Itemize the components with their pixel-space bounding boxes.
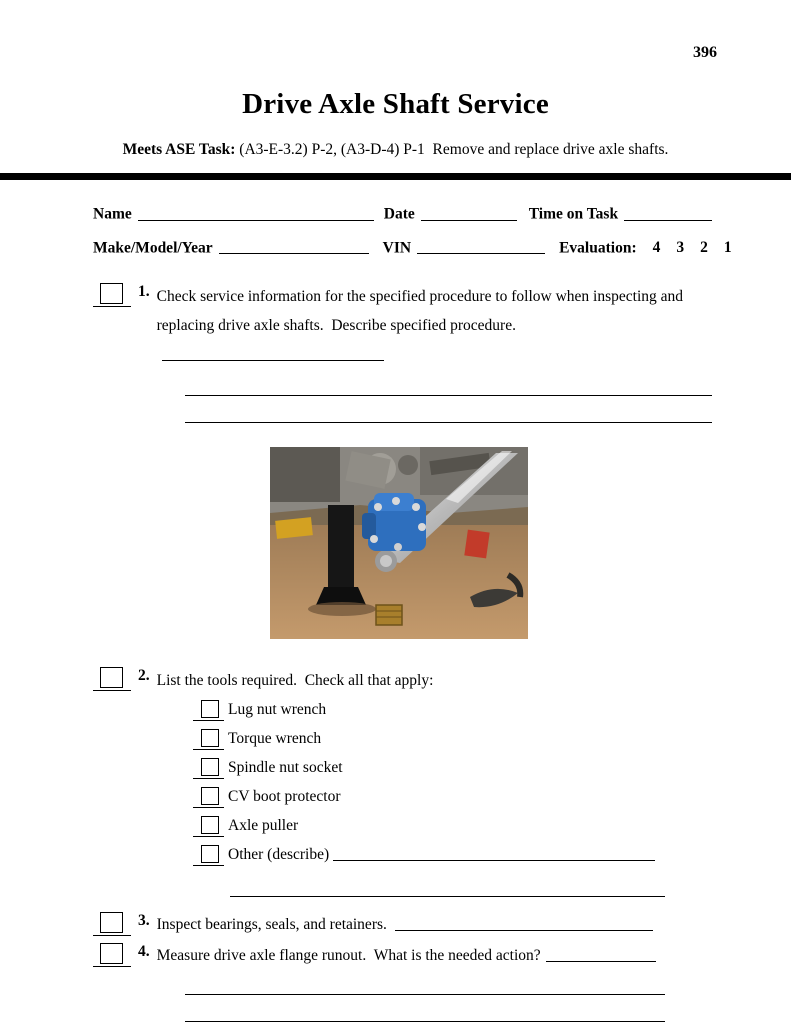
- time-on-task-label: Time on Task: [528, 205, 619, 223]
- task-2-text: List the tools required. Check all that apply:: [156, 672, 434, 690]
- ase-task-text: (A3-E-3.2) P-2, (A3-D-4) P-1 Remove and replace drive axle shafts.: [235, 141, 669, 158]
- task-2-checkbox: [93, 667, 131, 692]
- evaluation-label: Evaluation:: [559, 239, 637, 257]
- task-4-answer-line-2: [185, 995, 665, 1022]
- date-blank-line: [421, 205, 517, 221]
- header-divider: [0, 173, 791, 180]
- time-on-task-blank-line: [624, 205, 712, 221]
- task-item-1: [93, 283, 791, 369]
- task-item-4: [93, 943, 791, 968]
- task-1-text-line1: Check service information for the specified procedure to follow when inspecting and: [156, 288, 684, 306]
- tool-row-spindle-nut-socket: [193, 758, 791, 780]
- task-1-text-line2: replacing drive axle shafts. Describe specified procedure.: [157, 312, 742, 369]
- task-item-2: [93, 667, 791, 696]
- task-1-checkbox: [93, 283, 131, 308]
- tool-checkbox-cv-boot-protector: [193, 787, 224, 809]
- tool-checkbox-spindle-nut-socket: [193, 758, 224, 780]
- evaluation-score-4: 4: [652, 239, 661, 257]
- tool-label: Lug nut wrench: [228, 701, 327, 719]
- task-1-answer-line-1: [185, 369, 712, 396]
- task-3-number: 3.: [138, 912, 150, 930]
- tool-checkbox-torque-wrench: [193, 729, 224, 751]
- page-title: Drive Axle Shaft Service: [242, 88, 549, 120]
- evaluation-score-1: 1: [723, 239, 732, 257]
- tool-row-cv-boot-protector: [193, 787, 791, 809]
- tool-checkbox-axle-puller: [193, 816, 224, 838]
- drive-axle-photo: [270, 447, 528, 639]
- evaluation-score-2: 2: [700, 239, 708, 257]
- tool-checkbox-lug-nut-wrench: [193, 700, 224, 722]
- make-model-year-label: Make/Model/Year: [93, 239, 213, 257]
- task-3-checkbox: [93, 912, 131, 937]
- task-1-number: 1.: [138, 283, 150, 301]
- vehicle-info-row: [93, 239, 791, 258]
- page-number: 396: [693, 44, 717, 61]
- ase-task-label: Meets ASE Task:: [122, 141, 236, 158]
- task-3-text: Inspect bearings, seals, and retainers.: [157, 912, 653, 937]
- task-item-3: [93, 912, 791, 937]
- tool-label: Other (describe): [228, 846, 330, 864]
- tool-label: Spindle nut socket: [228, 759, 343, 777]
- task-4-checkbox: [93, 943, 131, 968]
- tool-checklist: [193, 700, 791, 867]
- tool-row-axle-puller: [193, 816, 791, 838]
- name-date-time-row: [93, 205, 791, 224]
- date-label: Date: [383, 205, 415, 223]
- tool-label: Torque wrench: [228, 730, 322, 748]
- task-4-inline-blank-line: [546, 946, 656, 962]
- other-describe-blank-line: [333, 845, 655, 861]
- vin-blank-line: [417, 239, 545, 255]
- task-4-answer-line-1: [185, 968, 665, 995]
- name-blank-line: [138, 205, 374, 221]
- tool-label: Axle puller: [228, 817, 299, 835]
- task-4-number: 4.: [138, 943, 150, 961]
- name-label: Name: [93, 205, 132, 223]
- task-1-answer-line-2: [185, 396, 712, 423]
- tool-row-torque-wrench: [193, 729, 791, 751]
- task-1-text: [157, 283, 742, 369]
- task-1-inline-blank-line: [162, 345, 384, 361]
- tool-row-lug-nut-wrench: [193, 700, 791, 722]
- make-model-year-blank-line: [219, 239, 369, 255]
- evaluation-score-3: 3: [676, 239, 685, 257]
- tool-row-other: [193, 845, 791, 867]
- task-3-answer-blank-line: [395, 915, 653, 931]
- vin-label: VIN: [382, 239, 412, 257]
- other-describe-answer-line: [230, 874, 665, 897]
- tool-checkbox-other: [193, 845, 224, 867]
- task-4-text: Measure drive axle flange runout. What is the needed action?: [157, 943, 656, 968]
- task-2-number: 2.: [138, 667, 150, 685]
- ase-task-line: [0, 141, 791, 159]
- tool-label: CV boot protector: [228, 788, 341, 806]
